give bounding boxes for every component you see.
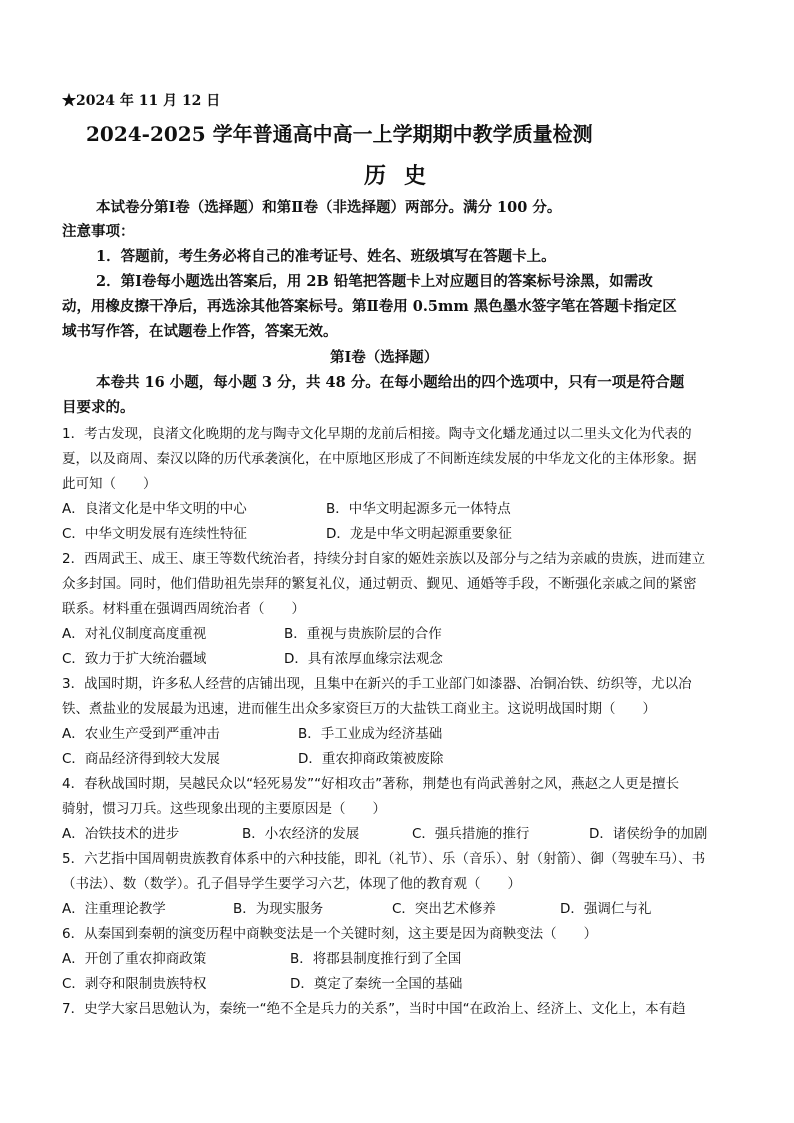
option-d: D．具有浓厚血缘宗法观念: [284, 651, 443, 667]
exam-title: 2024-2025 学年普通高中高一上学期期中教学质量检测: [86, 122, 593, 146]
note-1: 1．答题前，考生务必将自己的准考证号、姓名、班级填写在答题卡上。: [96, 248, 556, 265]
question-2-text: 2．西周武王、成王、康王等数代统治者，持续分封自家的姬姓亲族以及部分与之结为亲戚的贵族，进而建立: [62, 551, 706, 567]
option-b: B．中华文明起源多元一体特点: [326, 501, 511, 517]
section-description: 目要求的。: [62, 399, 135, 416]
option-c: C．强兵措施的推行: [412, 826, 530, 842]
note-2-line: 2．第Ⅰ卷每小题选出答案后，用 2B 铅笔把答题卡上对应题目的答案标号涂黑，如需改: [96, 273, 653, 290]
option-c: C．突出艺术修养: [392, 901, 496, 917]
question-5-text: （书法）、数（数学）。孔子倡导学生要学习六艺，体现了他的教育观（ ）: [62, 876, 521, 892]
question-1-text: 1．考古发现，良渚文化晚期的龙与陶寺文化早期的龙前后相接。陶寺文化蟠龙通过以二里头文化为代表的: [62, 426, 692, 442]
option-c: C．剥夺和限制贵族特权: [62, 976, 207, 992]
question-6-text: 6．从秦国到秦朝的演变历程中商鞅变法是一个关键时刻，这主要是因为商鞅变法（ ）: [62, 926, 598, 942]
option-a: A．开创了重农抑商政策: [62, 951, 207, 967]
option-a: A．注重理论教学: [62, 901, 166, 917]
option-c: C．致力于扩大统治疆域: [62, 651, 207, 667]
option-d: D．奠定了秦统一全国的基础: [290, 976, 463, 992]
option-a: A．对礼仪制度高度重视: [62, 626, 207, 642]
exam-date: ★2024 年 11 月 12 日: [62, 93, 221, 109]
question-2-text: 联系。材料重在强调西周统治者（ ）: [62, 601, 305, 617]
option-a: A．冶铁技术的进步: [62, 826, 180, 842]
question-4-text: 骑射，惯习刀兵。这些现象出现的主要原因是（ ）: [62, 801, 386, 817]
question-1-text: 夏，以及商周、秦汉以降的历代承袭演化，在中原地区形成了不间断连续发展的中华龙文化的主体形象。据: [62, 451, 697, 467]
note-2-line: 动，用橡皮擦干净后，再选涂其他答案标号。第Ⅱ卷用 0.5mm 黑色墨水签字笔在答题卡指定区: [62, 298, 677, 315]
option-a: A．农业生产受到严重冲击: [62, 726, 220, 742]
option-b: B．为现实服务: [233, 901, 324, 917]
question-5-text: 5．六艺指中国周朝贵族教育体系中的六种技能，即礼（礼节）、乐（音乐）、射（射箭）、御（驾驶车马）、书: [62, 851, 706, 867]
section-description: 本卷共 16 小题，每小题 3 分，共 48 分。在每小题给出的四个选项中，只有一项是符合题: [96, 374, 685, 391]
question-3-text: 3．战国时期，许多私人经营的店铺出现，且集中在新兴的手工业部门如漆器、冶铜冶铁、纺织等，尤以冶: [62, 676, 692, 692]
note-2-line: 域书写作答，在试题卷上作答，答案无效。: [62, 323, 338, 340]
question-1-text: 此可知（ ）: [62, 476, 157, 492]
question-7-text: 7．史学大家吕思勉认为，秦统一“绝不全是兵力的关系”，当时中国“在政治上、经济上、文化上，本有趋: [62, 1001, 686, 1017]
exam-description: 本试卷分第Ⅰ卷（选择题）和第Ⅱ卷（非选择题）两部分。满分 100 分。: [96, 199, 562, 216]
option-b: B．小农经济的发展: [242, 826, 360, 842]
question-4-text: 4．春秋战国时期，吴越民众以“轻死易发”“好相攻击”著称，荆楚也有尚武善射之风，燕赵之人更是擅长: [62, 776, 680, 792]
question-3-text: 铁、煮盐业的发展最为迅速，进而催生出众多家资巨万的大盐铁工商业主。这说明战国时期（ ）: [62, 701, 656, 717]
notes-title: 注意事项：: [62, 223, 135, 240]
option-b: B．手工业成为经济基础: [298, 726, 443, 742]
option-b: B．重视与贵族阶层的合作: [284, 626, 442, 642]
option-d: D．龙是中华文明起源重要象征: [326, 526, 512, 542]
option-d: D．重农抑商政策被废除: [298, 751, 444, 767]
section-title: 第Ⅰ卷（选择题）: [330, 349, 439, 366]
option-b: B．将郡县制度推行到了全国: [290, 951, 462, 967]
option-c: C．商品经济得到较大发展: [62, 751, 220, 767]
option-c: C．中华文明发展有连续性特征: [62, 526, 247, 542]
question-2-text: 众多封国。同时，他们借助祖先崇拜的繁复礼仪，通过朝贡、觐见、通婚等手段，不断强化亲戚之间的紧密: [62, 576, 697, 592]
option-d: D．强调仁与礼: [560, 901, 652, 917]
option-a: A．良渚文化是中华文明的中心: [62, 501, 247, 517]
subject-title: 历史: [364, 163, 445, 189]
option-d: D．诸侯纷争的加剧: [589, 826, 708, 842]
